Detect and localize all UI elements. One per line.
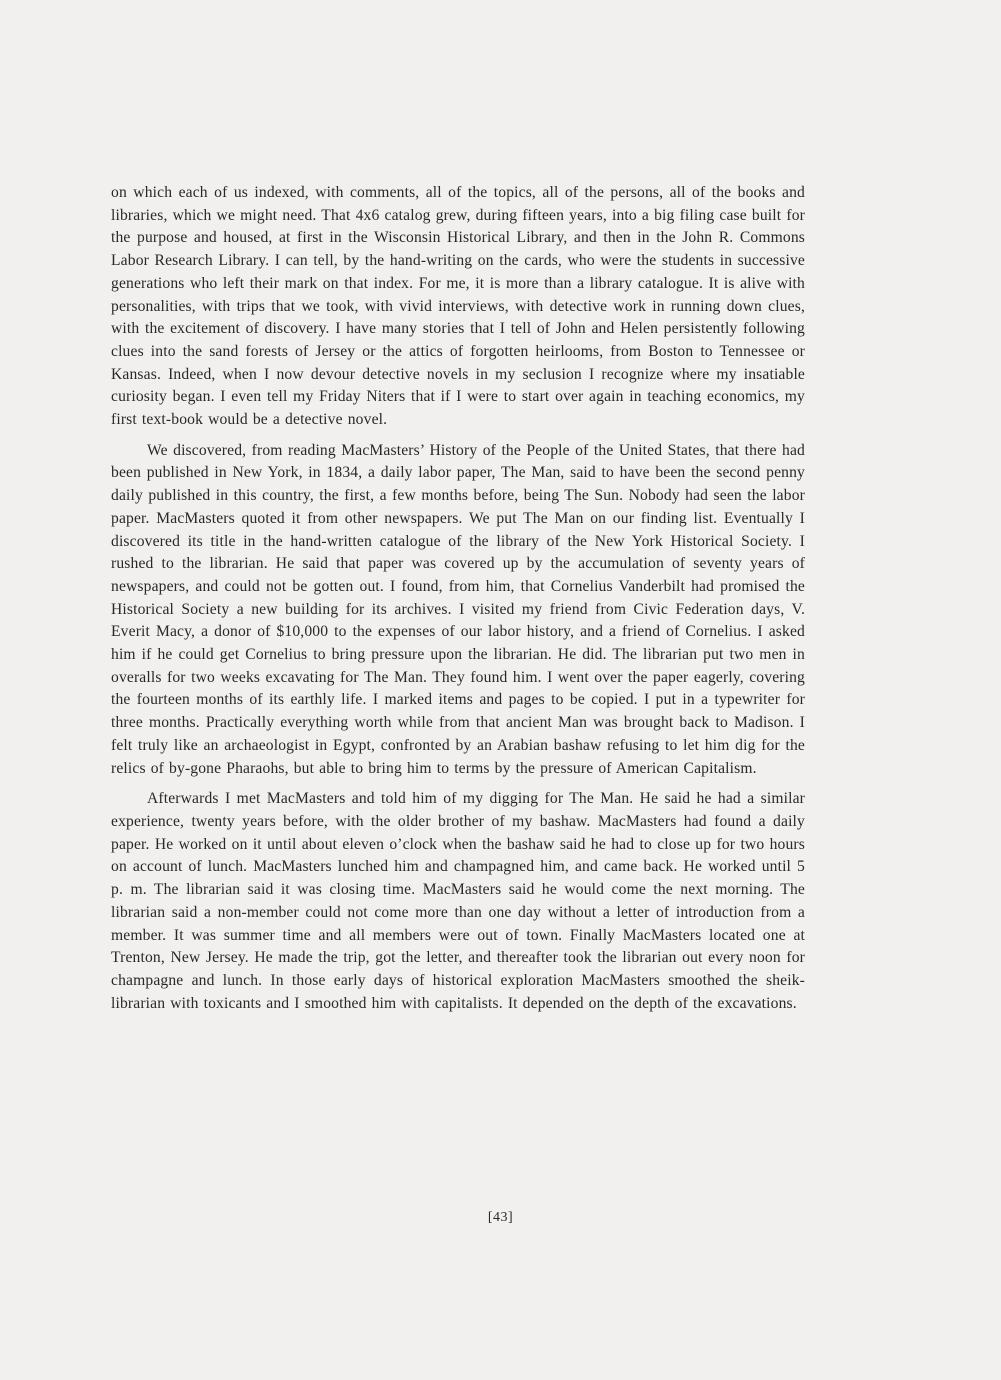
paragraph-3: Afterwards I met MacMasters and told him of my digging for The Man. He said he had a similar experience, twenty years before, with the older brother of my bashaw. MacMasters had found a daily paper. He worked on it until about eleven o’clock when the bashaw said he had to close up for two hours on account of lunch. MacMasters lunched him and champagned him, and came back. He worked until 5 p. m. The librarian said it was closing time. MacMasters said he would come the next morning. The librarian said a non-member could not come more than one day without a letter of introduction from a member. It was summer time and all members were out of town. Finally MacMasters located one at Trenton, New Jersey. He made the trip, got the letter, and thereafter took the librarian out every noon for champagne and lunch. In those early days of historical exploration MacMasters smoothed the sheik-librarian with toxicants and I smoothed him with capitalists. It depended on the depth of the excavations.: [111, 790, 805, 1012]
paragraph-1: on which each of us indexed, with comments, all of the topics, all of the persons, all of the books and libraries, which we might need. That 4x6 catalog grew, during fifteen years, into a big filing case built for the purpose and housed, at first in the Wisconsin Historical Library, and then in the John R. Commons Labor Research Library. I can tell, by the hand-writing on the cards, who were the students in successive generations who left their mark on that index. For me, it is more than a library catalogue. It is alive with personalities, with trips that we took, with vivid interviews, with detective work in running down clues, with the excitement of discovery. I have many stories that I tell of John and Helen persistently following clues into the sand forests of Jersey or the attics of forgotten heirlooms, from Boston to Tennessee or Kansas. Indeed, when I now devour detective novels in my seclusion I recognize where my insatiable curiosity began. I even tell my Friday Niters that if I were to start over again in teaching economics, my first text-book would be a detective novel.: [111, 184, 805, 429]
paragraph-2: We discovered, from reading MacMasters’ History of the People of the United States, that there had been published in New York, in 1834, a daily labor paper, The Man, said to have been the second penny daily published in this country, the first, a few months before, being The Sun. Nobody had seen the labor paper. MacMasters quoted it from other newspapers. We put The Man on our finding list. Eventually I discovered its title in the hand-written catalogue of the library of the New York Historical Society. I rushed to the librarian. He said that paper was covered up by the accumulation of seventy years of newspapers, and could not be gotten out. I found, from him, that Cornelius Vanderbilt had promised the Historical Society a new building for its archives. I visited my friend from Civic Federation days, V. Everit Macy, a donor of $10,000 to the expenses of our labor history, and a friend of Cornelius. I asked him if he could get Cornelius to bring pressure upon the librarian. He did. The librarian put two men in overalls for two weeks excavating for The Man. They found him. I went over the paper eagerly, covering the fourteen months of its earthly life. I marked items and pages to be copied. I put in a typewriter for three months. Practically everything worth while from that ancient Man was brought back to Madison. I felt truly like an archaeologist in Egypt, confronted by an Arabian bashaw refusing to let him dig for the relics of by-gone Pharaohs, but able to bring him to terms by the pressure of American Capitalism.: [111, 441, 805, 777]
body-text: [111, 182, 805, 1023]
page-number: [43]: [487, 1210, 514, 1225]
